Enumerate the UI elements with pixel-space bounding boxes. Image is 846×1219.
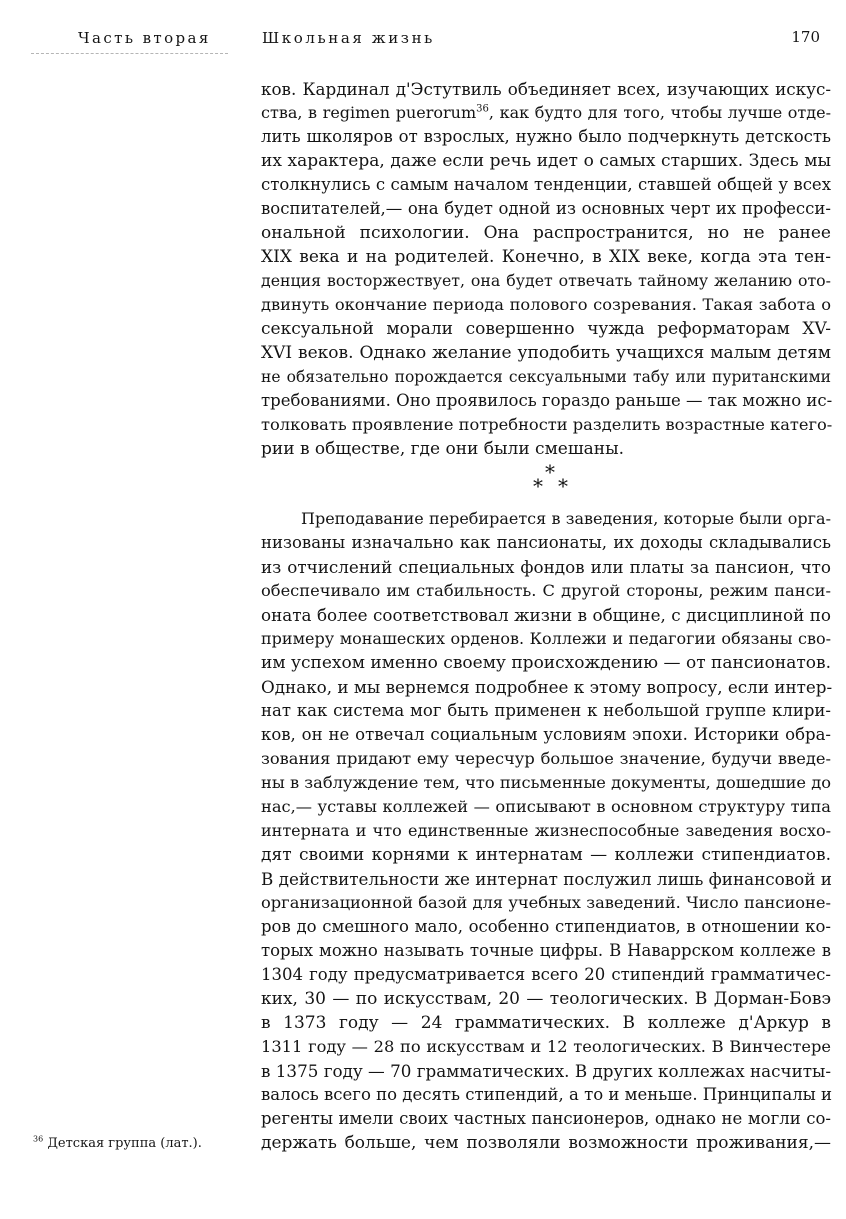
text-line: денция восторжествует, она будет отвечать тайному желанию ото- <box>261 271 831 290</box>
text-line: нас,— уставы коллежей — описывают в основном структуру типа <box>261 797 831 816</box>
body-text <box>261 77 831 1155</box>
text-line: ков. Кардинал д'Эстутвиль объединяет всех, изучающих искус- <box>261 79 831 99</box>
text-line: не обязательно порождается сексуальными табу или пуританскими <box>261 368 831 386</box>
text-line: XIX века и на родителей. Конечно, в XIX веке, когда эта тен- <box>261 247 831 267</box>
text-line: ров до смешного мало, особенно стипендиатов, в отношении ко- <box>261 917 831 936</box>
text-line: ны в заблуждение тем, что письменные документы, дошедшие до <box>261 773 831 792</box>
text-fragment: , как будто для того, чтобы лучше отде- <box>488 103 831 122</box>
text-line: В действительности же интернат послужил лишь финансовой и <box>261 869 832 889</box>
text-line: низованы изначально как пансионаты, их доходы складывались <box>261 533 831 552</box>
asterisk: * <box>533 474 543 498</box>
header-rule <box>31 53 228 54</box>
text-line: в 1375 году — 70 грамматических. В других коллежах насчиты- <box>261 1061 831 1081</box>
text-line: XVI веков. Однако желание уподобить учащихся малым детям <box>261 343 831 363</box>
asterisk: * <box>558 474 568 498</box>
text-line: требованиями. Оно проявилось гораздо раньше — так можно ис- <box>261 391 833 410</box>
text-line: им успехом именно своему происхождению — от пансионатов. <box>261 653 831 673</box>
text-line: их характера, даже если речь идет о самых старших. Здесь мы <box>261 151 831 171</box>
text-line: толковать проявление потребности разделить возрастные катего- <box>261 415 833 434</box>
text-line: столкнулись с самым началом тенденции, ставшей общей у всех <box>261 175 831 194</box>
text-line: обеспечивало им стабильность. С другой стороны, режим панси- <box>261 581 831 600</box>
page-number: 170 <box>791 28 820 46</box>
text-line <box>261 101 831 125</box>
text-fragment: ства, в regimen puerorum <box>261 103 477 122</box>
text-line: примеру монашеских орденов. Коллежи и педагогии обязаны сво- <box>261 629 831 648</box>
running-header-chapter: Школьная жизнь <box>262 29 435 47</box>
text-line: ков, он не отвечал социальным условиям эпохи. Историки обра- <box>261 725 831 744</box>
footnote <box>33 1136 202 1151</box>
running-header-part: Часть вторая <box>78 29 211 47</box>
text-line: рии в обществе, где они были смешаны. <box>261 439 625 459</box>
text-line: оната более соответствовал жизни в общине, с дисциплиной по <box>261 605 831 625</box>
text-line: в 1373 году — 24 грамматических. В коллеже д'Аркур в <box>261 1013 831 1033</box>
asterisk: * <box>545 460 555 484</box>
text-line: двинуть окончание периода полового созревания. Такая забота о <box>261 295 831 314</box>
text-line: воспитателей,— она будет одной из основных черт их професси- <box>261 199 831 218</box>
text-line: сексуальной морали совершенно чужда реформаторам XV- <box>261 319 831 339</box>
text-line: 1304 году предусматривается всего 20 стипендий грамматичес- <box>261 965 831 984</box>
text-line: зования придают ему чересчур большое значение, будучи введе- <box>261 749 831 768</box>
text-line: держать больше, чем позволяли возможности проживания,— <box>261 1133 831 1153</box>
text-line: из отчислений специальных фондов или платы за пансион, что <box>261 557 831 577</box>
section-separator <box>261 461 831 507</box>
text-line: интерната и что единственные жизнеспособные заведения восхо- <box>261 821 831 840</box>
text-line: торых можно называть точные цифры. В Наваррском коллеже в <box>261 941 831 960</box>
text-line: регенты имели своих частных пансионеров, однако не могли со- <box>261 1109 831 1128</box>
text-line: организационной базой для учебных заведений. Число пансионе- <box>261 893 831 912</box>
text-line: 1311 году — 28 по искусствам и 12 теологических. В Винчестере <box>261 1037 831 1056</box>
text-line: дят своими корнями к интернатам — коллежи стипендиатов. <box>261 845 831 865</box>
text-line: ких, 30 — по искусствам, 20 — теологических. В Дорман-Бовэ <box>261 989 831 1009</box>
text-line: валось всего по десять стипендий, а то и меньше. Принципалы и <box>261 1085 833 1104</box>
paragraph-1 <box>261 77 831 461</box>
text-line: ональной психологии. Она распространится, но не ранее <box>261 223 831 243</box>
text-line: Однако, и мы вернемся подробнее к этому вопросу, если интер- <box>261 677 833 697</box>
text-line: Преподавание перебирается в заведения, которые были орга- <box>301 509 831 528</box>
text-line: лить школяров от взрослых, нужно было подчеркнуть детскость <box>261 127 831 146</box>
footnote-marker: 36 <box>33 1134 44 1144</box>
text-line: нат как система мог быть применен к небольшой группе клири- <box>261 701 831 720</box>
footnote-text: Детская группа (лат.). <box>47 1136 202 1151</box>
footnote-ref: 36 <box>476 103 489 115</box>
paragraph-2 <box>261 507 831 1155</box>
